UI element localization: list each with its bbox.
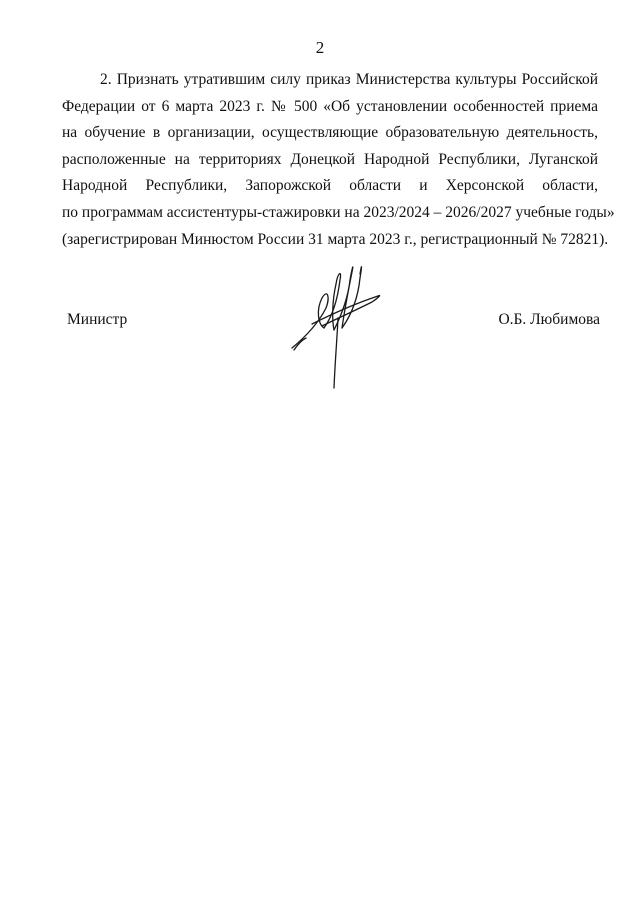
paragraph-line: по программам ассистентуры-стажировки на 2023/2024 – 2026/2027 учебные годы»: [62, 203, 615, 221]
paragraph-line: Народной Республики, Запорожской области и Херсонской области,: [62, 177, 598, 195]
signer-name: О.Б. Любимова: [498, 311, 600, 328]
page-number: 2: [315, 38, 325, 57]
signer-position: Министр: [67, 311, 128, 328]
paragraph-line: 2. Признать утратившим силу приказ Министерства культуры Российской: [100, 71, 598, 88]
paragraph-item-2: [62, 67, 615, 253]
paragraph-line: (зарегистрирован Минюстом России 31 марта 2023 г., регистрационный № 72821).: [62, 230, 609, 248]
signature-icon: [282, 258, 392, 394]
paragraph-line: расположенные на территориях Донецкой Народной Республики, Луганской: [62, 150, 598, 168]
paragraph-line: Федерации от 6 марта 2023 г. № 500 «Об установлении особенностей приема: [62, 97, 598, 115]
paragraph-line: на обучение в организации, осуществляющие образовательную деятельность,: [62, 124, 598, 142]
